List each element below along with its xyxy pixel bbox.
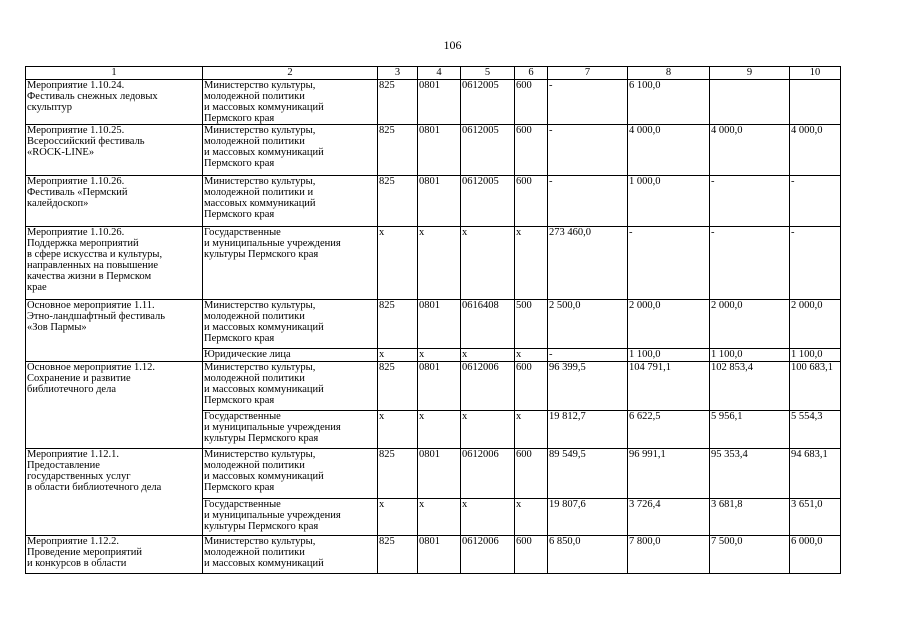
code-cell: x <box>515 411 548 449</box>
amount-cell: - <box>548 80 628 125</box>
table-row <box>26 449 841 499</box>
amount-cell: 6 100,0 <box>628 80 710 125</box>
header-cell: 2 <box>203 67 378 80</box>
amount-cell: 19 812,7 <box>548 411 628 449</box>
header-cell: 8 <box>628 67 710 80</box>
event-name-cell: Мероприятие 1.12.2. Проведение мероприятий и конкурсов в области <box>26 536 203 574</box>
code-cell: x <box>461 411 515 449</box>
executor-cell: Министерство культуры, молодежной политики и массовых коммуникаций Пермского края <box>203 80 378 125</box>
header-cell: 3 <box>378 67 418 80</box>
event-name-cell: Основное мероприятие 1.12. Сохранение и развитие библиотечного дела <box>26 362 203 449</box>
amount-cell: 4 000,0 <box>710 125 790 176</box>
header-cell: 6 <box>515 67 548 80</box>
amount-cell: 5 554,3 <box>790 411 841 449</box>
amount-cell: 96 991,1 <box>628 449 710 499</box>
code-cell: x <box>461 499 515 536</box>
amount-cell: 102 853,4 <box>710 362 790 411</box>
amount-cell: - <box>548 125 628 176</box>
code-cell: 0612006 <box>461 362 515 411</box>
amount-cell: - <box>790 176 841 227</box>
amount-cell: 5 956,1 <box>710 411 790 449</box>
code-cell: 0801 <box>418 449 461 499</box>
table-row <box>26 536 841 574</box>
executor-cell: Министерство культуры, молодежной политики и массовых коммуникаций Пермского края <box>203 125 378 176</box>
code-cell: 0801 <box>418 80 461 125</box>
code-cell: 0616408 <box>461 300 515 349</box>
code-cell: 825 <box>378 362 418 411</box>
code-cell: x <box>378 411 418 449</box>
amount-cell: 96 399,5 <box>548 362 628 411</box>
amount-cell: - <box>790 227 841 300</box>
header-cell: 9 <box>710 67 790 80</box>
table-row <box>26 362 841 411</box>
event-name-cell: Мероприятие 1.10.26. Поддержка мероприятий в сфере искусства и культуры, направленных на повышение качества жизни в Пермском крае <box>26 227 203 300</box>
code-cell: 0612006 <box>461 449 515 499</box>
executor-cell: Министерство культуры, молодежной политики и массовых коммуникаций Пермского края <box>203 176 378 227</box>
code-cell: x <box>418 227 461 300</box>
code-cell: 825 <box>378 125 418 176</box>
code-cell: x <box>461 227 515 300</box>
amount-cell: 1 100,0 <box>790 349 841 362</box>
code-cell: 0801 <box>418 362 461 411</box>
code-cell: 500 <box>515 300 548 349</box>
code-cell: x <box>378 499 418 536</box>
amount-cell: 89 549,5 <box>548 449 628 499</box>
amount-cell: 1 000,0 <box>628 176 710 227</box>
amount-cell: 2 000,0 <box>710 300 790 349</box>
code-cell: 600 <box>515 125 548 176</box>
amount-cell <box>710 80 790 125</box>
amount-cell: - <box>548 176 628 227</box>
event-name-cell: Мероприятие 1.10.25. Всероссийский фестиваль «ROCK-LINE» <box>26 125 203 176</box>
amount-cell: 3 651,0 <box>790 499 841 536</box>
code-cell: x <box>418 499 461 536</box>
code-cell: 0612005 <box>461 176 515 227</box>
code-cell: x <box>418 349 461 362</box>
amount-cell: - <box>548 349 628 362</box>
table-row <box>26 80 841 125</box>
amount-cell: 273 460,0 <box>548 227 628 300</box>
amount-cell: 2 500,0 <box>548 300 628 349</box>
amount-cell: 6 622,5 <box>628 411 710 449</box>
event-name-cell: Основное мероприятие 1.11. Этно-ландшафтный фестиваль «Зов Пармы» <box>26 300 203 362</box>
amount-cell: - <box>628 227 710 300</box>
code-cell: x <box>515 349 548 362</box>
executor-cell: Министерство культуры, молодежной политики и массовых коммуникаций <box>203 536 378 574</box>
amount-cell: 1 100,0 <box>628 349 710 362</box>
amount-cell: 19 807,6 <box>548 499 628 536</box>
code-cell: 600 <box>515 449 548 499</box>
code-cell: 825 <box>378 536 418 574</box>
event-name-cell: Мероприятие 1.10.26. Фестиваль «Пермский калейдоскоп» <box>26 176 203 227</box>
code-cell: 0801 <box>418 125 461 176</box>
code-cell: 0612006 <box>461 536 515 574</box>
code-cell: x <box>515 227 548 300</box>
executor-cell: Министерство культуры, молодежной политики и массовых коммуникаций Пермского края <box>203 449 378 499</box>
code-cell: x <box>378 349 418 362</box>
header-cell: 4 <box>418 67 461 80</box>
code-cell: 600 <box>515 176 548 227</box>
amount-cell: 104 791,1 <box>628 362 710 411</box>
budget-table <box>25 66 841 574</box>
amount-cell: - <box>710 176 790 227</box>
amount-cell: 4 000,0 <box>790 125 841 176</box>
table-header-row <box>26 67 841 80</box>
table-row <box>26 176 841 227</box>
code-cell: 825 <box>378 80 418 125</box>
amount-cell: 100 683,1 <box>790 362 841 411</box>
code-cell: 825 <box>378 300 418 349</box>
table-row <box>26 300 841 349</box>
code-cell: x <box>418 411 461 449</box>
code-cell: x <box>461 349 515 362</box>
amount-cell: 1 100,0 <box>710 349 790 362</box>
executor-cell: Министерство культуры, молодежной политики и массовых коммуникаций Пермского края <box>203 362 378 411</box>
executor-cell: Юридические лица <box>203 349 378 362</box>
amount-cell: 3 726,4 <box>628 499 710 536</box>
amount-cell: 6 850,0 <box>548 536 628 574</box>
event-name-cell: Мероприятие 1.10.24. Фестиваль снежных ледовых скульптур <box>26 80 203 125</box>
amount-cell: 2 000,0 <box>790 300 841 349</box>
code-cell: x <box>515 499 548 536</box>
amount-cell <box>790 80 841 125</box>
code-cell: x <box>378 227 418 300</box>
table-row <box>26 125 841 176</box>
code-cell: 825 <box>378 449 418 499</box>
code-cell: 600 <box>515 80 548 125</box>
page-number: 106 <box>443 38 462 52</box>
code-cell: 0612005 <box>461 80 515 125</box>
code-cell: 0801 <box>418 300 461 349</box>
event-name-cell: Мероприятие 1.12.1. Предоставление государственных услуг в области библиотечного дела <box>26 449 203 536</box>
code-cell: 0801 <box>418 536 461 574</box>
amount-cell: 7 500,0 <box>710 536 790 574</box>
header-cell: 7 <box>548 67 628 80</box>
amount-cell: 2 000,0 <box>628 300 710 349</box>
executor-cell: Государственные и муниципальные учреждения культуры Пермского края <box>203 499 378 536</box>
amount-cell: 95 353,4 <box>710 449 790 499</box>
amount-cell: 6 000,0 <box>790 536 841 574</box>
executor-cell: Государственные и муниципальные учреждения культуры Пермского края <box>203 411 378 449</box>
code-cell: 825 <box>378 176 418 227</box>
executor-cell: Министерство культуры, молодежной политики и массовых коммуникаций Пермского края <box>203 300 378 349</box>
amount-cell: - <box>710 227 790 300</box>
code-cell: 0801 <box>418 176 461 227</box>
table-row <box>26 227 841 300</box>
amount-cell: 94 683,1 <box>790 449 841 499</box>
amount-cell: 3 681,8 <box>710 499 790 536</box>
code-cell: 600 <box>515 362 548 411</box>
amount-cell: 7 800,0 <box>628 536 710 574</box>
header-cell: 10 <box>790 67 841 80</box>
header-cell: 5 <box>461 67 515 80</box>
code-cell: 600 <box>515 536 548 574</box>
header-cell: 1 <box>26 67 203 80</box>
amount-cell: 4 000,0 <box>628 125 710 176</box>
code-cell: 0612005 <box>461 125 515 176</box>
executor-cell: Государственные и муниципальные учреждения культуры Пермского края <box>203 227 378 300</box>
